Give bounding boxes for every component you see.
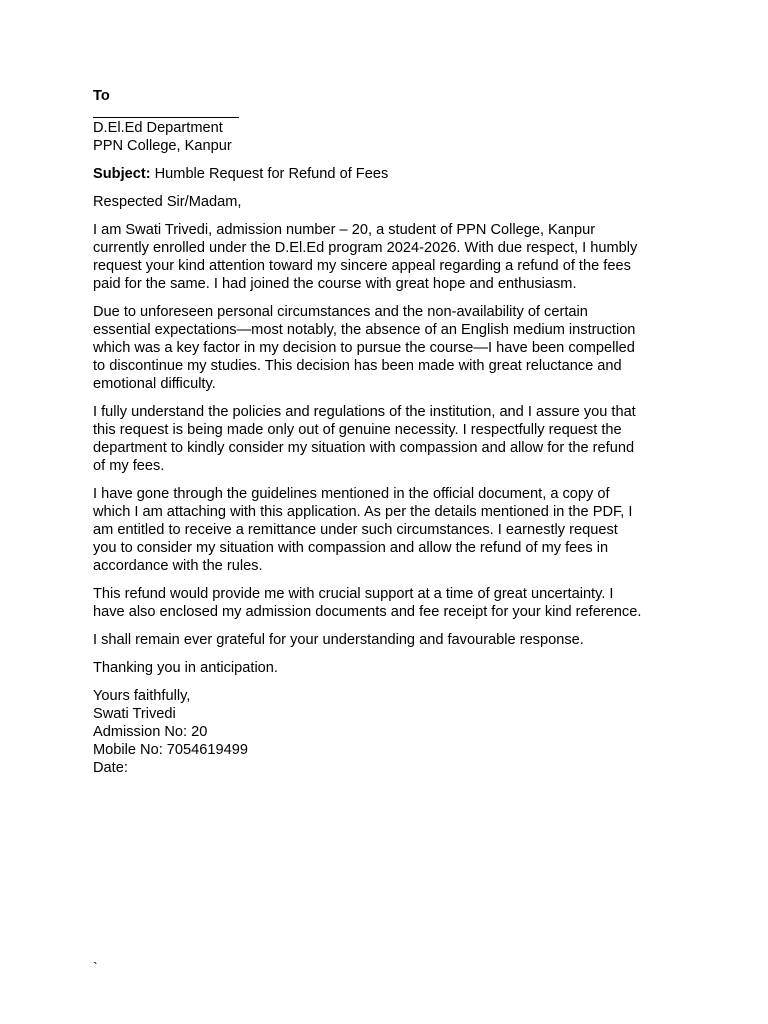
body-paragraph: Due to unforeseen personal circumstances and the non-availability of certain essential expectations—most notably, the absence of an English medium instruction which was a key factor in my decision to pursue the course—I have been compelled to discontinue my studies. This decision has been made with great reluctance and emotional difficulty. xyxy=(93,304,636,392)
recipient-department: D.El.Ed Department xyxy=(93,120,223,136)
signoff-block xyxy=(93,687,683,777)
signer-name: Swati Trivedi xyxy=(93,706,176,722)
body-paragraph: Thanking you in anticipation. xyxy=(93,660,278,676)
subject-line xyxy=(93,165,683,183)
body-paragraph: I fully understand the policies and regulations of the institution, and I assure you that this request is being made only out of genuine necessity. I respectfully request the department to kindly consider my situation with compassion and allow for the refund of my fees. xyxy=(93,404,636,474)
closing: Yours faithfully, xyxy=(93,688,191,704)
mobile-number: Mobile No: 7054619499 xyxy=(93,742,248,758)
body-paragraph: I have gone through the guidelines mentioned in the official document, a copy of which I am attaching with this application. As per the details mentioned in the PDF, I am entitled to receive a remittance under such circumstances. I earnestly request you to consider my situation with compassion and allow the refund of my fees in accordance with the rules. xyxy=(93,486,633,574)
stray-mark: ` xyxy=(93,959,98,975)
body-paragraph: I shall remain ever grateful for your understanding and favourable response. xyxy=(93,632,584,648)
letter-page xyxy=(93,87,683,777)
admission-number: Admission No: 20 xyxy=(93,724,208,740)
subject-text: Humble Request for Refund of Fees xyxy=(150,166,389,182)
salutation: Respected Sir/Madam, xyxy=(93,194,242,210)
recipient-blank-line xyxy=(93,117,239,118)
to-label: To xyxy=(93,88,110,104)
body-paragraph: This refund would provide me with crucial support at a time of great uncertainty. I have also enclosed my admission documents and fee receipt for your kind reference. xyxy=(93,586,642,620)
date-label: Date: xyxy=(93,760,128,776)
body-paragraph: I am Swati Trivedi, admission number – 20, a student of PPN College, Kanpur currently enrolled under the D.El.Ed program 2024-2026. With due respect, I humbly request your kind attention toward my sincere appeal regarding a refund of the fees paid for the same. I had joined the course with great hope and enthusiasm. xyxy=(93,222,638,292)
recipient-college: PPN College, Kanpur xyxy=(93,138,232,154)
subject-label: Subject: xyxy=(93,166,151,182)
